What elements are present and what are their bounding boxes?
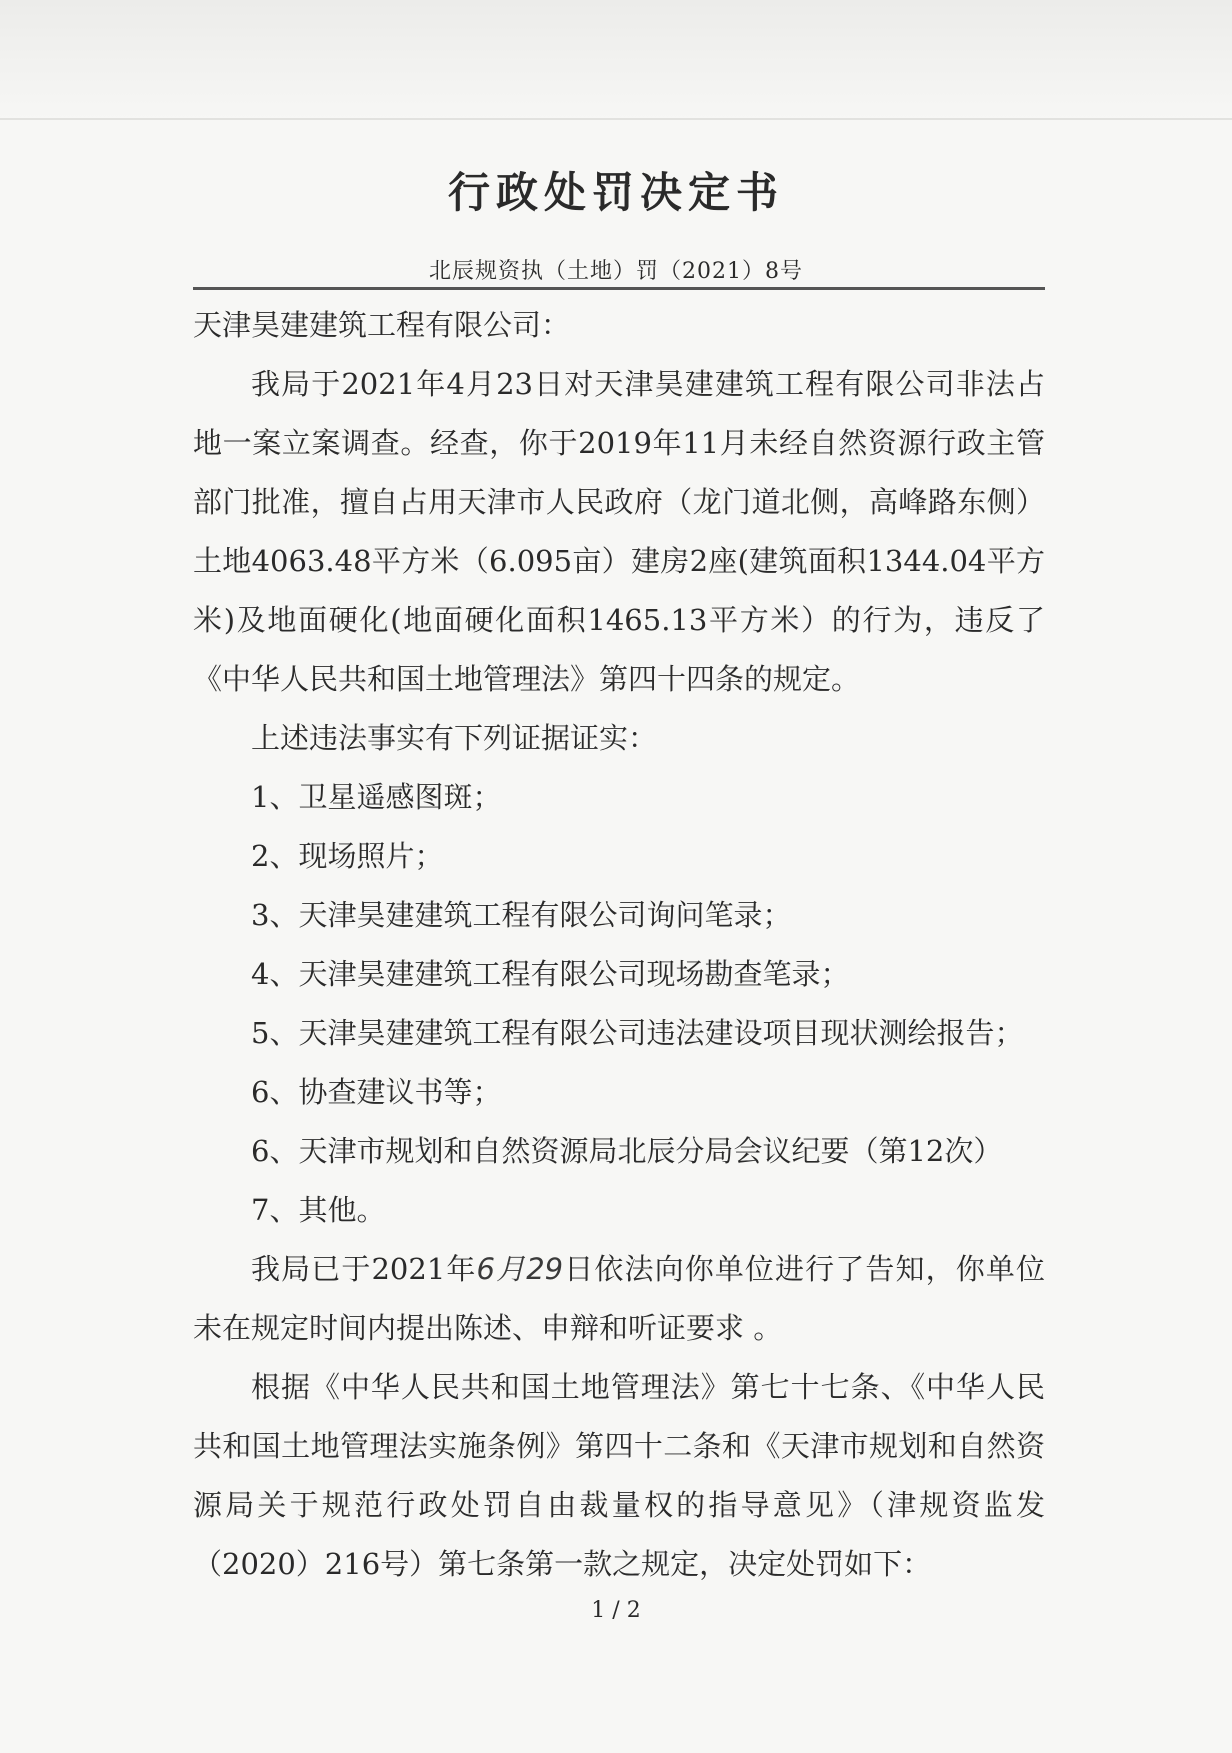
evidence-item: 3、天津昊建建筑工程有限公司询问笔录； [251,898,792,932]
document-title: 行政处罚决定书 [447,168,784,217]
evidence-item: 4、天津昊建建筑工程有限公司现场勘查笔录； [251,957,850,991]
evidence-item: 1、卫星遥感图斑； [251,780,502,814]
page-number: 1 / 2 [591,1598,641,1623]
evidence-item: 5、天津昊建建筑工程有限公司违法建设项目现状测绘报告； [251,1016,1024,1050]
notice-suffix: 日依法向你单位进行了告知，你单位未在规定时间内提出陈述、申辩和听证要求 。 [193,1252,1045,1345]
handwritten-date: 6月29 [476,1252,564,1286]
case-paragraph: 我局于2021年4月23日对天津昊建建筑工程有限公司非法占地一案立案调查。经查，你于2019年11月未经自然资源行政主管部门批准，擅自占用天津市人民政府（龙门道北侧，高峰路东侧）土地4063.48平方米（6.095亩）建房2座(建筑面积1344.04平方米)及地面硬化(地面硬化面积1465.13平方米）的行为，违反了《中华人民共和国土地管理法》第四十四条的规定。 [193,367,1045,696]
evidence-item: 6、协查建议书等； [251,1075,502,1109]
notice-paragraph [193,1240,1045,1358]
basis-paragraph: 根据《中华人民共和国土地管理法》第七十七条、《中华人民共和国土地管理法实施条例》第四十二条和《天津市规划和自然资源局关于规范行政处罚自由裁量权的指导意见》（津规资监发（2020）216号）第七条第一款之规定，决定处罚如下： [193,1370,1045,1581]
header-rule [193,287,1045,290]
notice-prefix: 我局已于2021年 [251,1252,477,1286]
scan-edge-line [0,118,1232,120]
evidence-item: 7、其他。 [251,1193,386,1227]
scan-top-band [0,0,1232,120]
evidence-item: 6、天津市规划和自然资源局北辰分局会议纪要（第12次） [251,1134,1003,1168]
document-body [193,296,1045,1594]
document-number: 北辰规资执（土地）罚（2021）8号 [429,259,803,284]
recipient-line: 天津昊建建筑工程有限公司： [193,308,571,342]
evidence-item: 2、现场照片； [251,839,444,873]
evidence-intro: 上述违法事实有下列证据证实： [251,721,658,755]
